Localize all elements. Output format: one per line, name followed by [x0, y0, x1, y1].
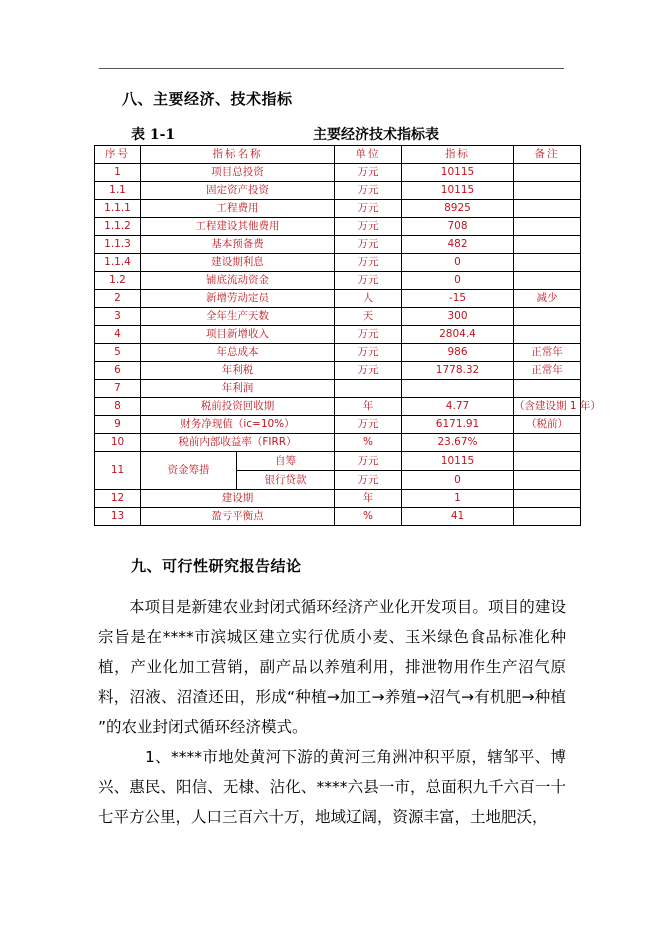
row-remark: （含建设期 1 年）: [514, 398, 581, 416]
row-value: 6171.91: [402, 416, 514, 434]
row-no: 2: [95, 290, 141, 308]
row-no: 8: [95, 398, 141, 416]
table-title: 主要经济技术指标表: [313, 127, 439, 143]
row-no: 12: [95, 490, 141, 508]
row-value: 0: [402, 471, 514, 490]
table-row: [95, 490, 581, 508]
row-unit: 万元: [335, 362, 402, 380]
row-no: 5: [95, 344, 141, 362]
row-remark: [514, 508, 581, 526]
row-value: 708: [402, 218, 514, 236]
row-unit: 年: [335, 490, 402, 508]
row-no: 3: [95, 308, 141, 326]
row-subname: 自筹: [237, 452, 335, 471]
table-row: [95, 164, 581, 182]
row-unit: %: [335, 508, 402, 526]
row-unit: 万元: [335, 164, 402, 182]
row-remark: [514, 308, 581, 326]
row-unit: 万元: [335, 236, 402, 254]
row-name: 年利税: [141, 362, 335, 380]
table-row: [95, 290, 581, 308]
row-subname: 银行贷款: [237, 471, 335, 490]
table-row: [95, 254, 581, 272]
header-rule: [99, 68, 564, 69]
row-unit: 万元: [335, 344, 402, 362]
row-value: 0: [402, 272, 514, 290]
section-8-heading: 八、主要经济、技术指标: [122, 90, 293, 108]
row-name: 新增劳动定员: [141, 290, 335, 308]
row-unit: 万元: [335, 218, 402, 236]
table-row: [95, 236, 581, 254]
table-header-row: [95, 146, 581, 164]
row-remark: 减少: [514, 290, 581, 308]
row-no: 1.1.3: [95, 236, 141, 254]
row-value: 0: [402, 254, 514, 272]
row-remark: [514, 200, 581, 218]
header-name: 指标名称: [141, 146, 335, 164]
table-row: [95, 218, 581, 236]
row-name: 盈亏平衡点: [141, 508, 335, 526]
row-name: 工程费用: [141, 200, 335, 218]
header-no: 序号: [95, 146, 141, 164]
row-name: 建设期利息: [141, 254, 335, 272]
table-number: 表 1-1: [131, 127, 176, 143]
row-name: 全年生产天数: [141, 308, 335, 326]
row-remark: [514, 326, 581, 344]
row-value: 10115: [402, 164, 514, 182]
row-no: 1.1.4: [95, 254, 141, 272]
row-value: 8925: [402, 200, 514, 218]
row-no: 6: [95, 362, 141, 380]
indicator-table: [94, 145, 601, 526]
row-remark: （税前）: [514, 416, 581, 434]
row-remark: [514, 471, 581, 490]
row-unit: 万元: [335, 254, 402, 272]
row-value: 1778.32: [402, 362, 514, 380]
row-remark: [514, 182, 581, 200]
table-row: [95, 508, 581, 526]
row-remark: [514, 380, 581, 398]
header-value: 指标: [402, 146, 514, 164]
row-name: 项目总投资: [141, 164, 335, 182]
row-name: 年总成本: [141, 344, 335, 362]
conclusion-paragraph: 本项目是新建农业封闭式循环经济产业化开发项目。项目的建设宗旨是在****市滨城区建立实行优质小麦、玉米绿色食品标准化种植，产业化加工营销，副产品以养殖利用，排泄物用作生产沼气原料，沼液、沼渣还田，形成“种植→加工→养殖→沼气→有机肥→种植 ”的农业封闭式循环经济模式。: [98, 598, 566, 736]
row-unit: 万元: [335, 182, 402, 200]
row-value: -15: [402, 290, 514, 308]
header-unit: 单位: [335, 146, 402, 164]
row-remark: [514, 164, 581, 182]
row-remark: [514, 452, 581, 471]
table-row: [95, 200, 581, 218]
row-remark: [514, 434, 581, 452]
row-unit: 万元: [335, 326, 402, 344]
row-remark: [514, 254, 581, 272]
table-row: [95, 362, 581, 380]
row-value: 10115: [402, 182, 514, 200]
row-value: 2804.4: [402, 326, 514, 344]
table-row: [95, 272, 581, 290]
row-no: 7: [95, 380, 141, 398]
table-row: [95, 434, 581, 452]
row-name: 建设期: [141, 490, 335, 508]
table-row: [95, 326, 581, 344]
row-value: 1: [402, 490, 514, 508]
section-9-heading: 九、可行性研究报告结论: [131, 557, 302, 575]
table-row: [95, 344, 581, 362]
row-unit: [335, 380, 402, 398]
row-unit: %: [335, 434, 402, 452]
row-value: 4.77: [402, 398, 514, 416]
row-name: 财务净现值（ic=10%）: [141, 416, 335, 434]
row-name: 项目新增收入: [141, 326, 335, 344]
row-name: 基本预备费: [141, 236, 335, 254]
row-value: 482: [402, 236, 514, 254]
row-name: 工程建设其他费用: [141, 218, 335, 236]
row-value: 10115: [402, 452, 514, 471]
row-unit: 年: [335, 398, 402, 416]
row-remark: [514, 490, 581, 508]
row-remark: [514, 272, 581, 290]
row-no: 1.2: [95, 272, 141, 290]
row-remark: 正常年: [514, 362, 581, 380]
row-value: [402, 380, 514, 398]
row-unit: 万元: [335, 272, 402, 290]
row-value: 23.67%: [402, 434, 514, 452]
row-value: 41: [402, 508, 514, 526]
row-name: 资金筹措: [141, 452, 237, 490]
row-no: 1.1: [95, 182, 141, 200]
row-unit: 人: [335, 290, 402, 308]
header-remark: 备注: [514, 146, 581, 164]
row-no: 1.1.2: [95, 218, 141, 236]
row-no: 10: [95, 434, 141, 452]
row-no: 13: [95, 508, 141, 526]
row-unit: 万元: [335, 200, 402, 218]
row-name: 固定资产投资: [141, 182, 335, 200]
row-value: 986: [402, 344, 514, 362]
row-unit: 万元: [335, 471, 402, 490]
row-name: 税前投资回收期: [141, 398, 335, 416]
row-remark: [514, 236, 581, 254]
row-no: 11: [95, 452, 141, 490]
row-value: 300: [402, 308, 514, 326]
row-unit: 万元: [335, 452, 402, 471]
table-row: [95, 182, 581, 200]
row-no: 1.1.1: [95, 200, 141, 218]
row-no: 9: [95, 416, 141, 434]
row-name: 税前内部收益率（FIRR）: [141, 434, 335, 452]
row-remark: 正常年: [514, 344, 581, 362]
region-paragraph: 1、****市地处黄河下游的黄河三角洲冲积平原，辖邹平、博兴、惠民、阳信、无棣、沾化、****六县一市，总面积九千六百一十七平方公里，人口三百六十万，地域辽阔，资源丰富，土地肥沃，: [98, 748, 566, 826]
table-row: [95, 398, 581, 416]
table-row: [95, 416, 581, 434]
table-row: [95, 380, 581, 398]
row-name: 年利润: [141, 380, 335, 398]
row-unit: 天: [335, 308, 402, 326]
row-no: 4: [95, 326, 141, 344]
row-remark: [514, 218, 581, 236]
table-row-fund: [95, 452, 581, 471]
table-row: [95, 308, 581, 326]
row-name: 铺底流动资金: [141, 272, 335, 290]
row-unit: 万元: [335, 416, 402, 434]
row-no: 1: [95, 164, 141, 182]
